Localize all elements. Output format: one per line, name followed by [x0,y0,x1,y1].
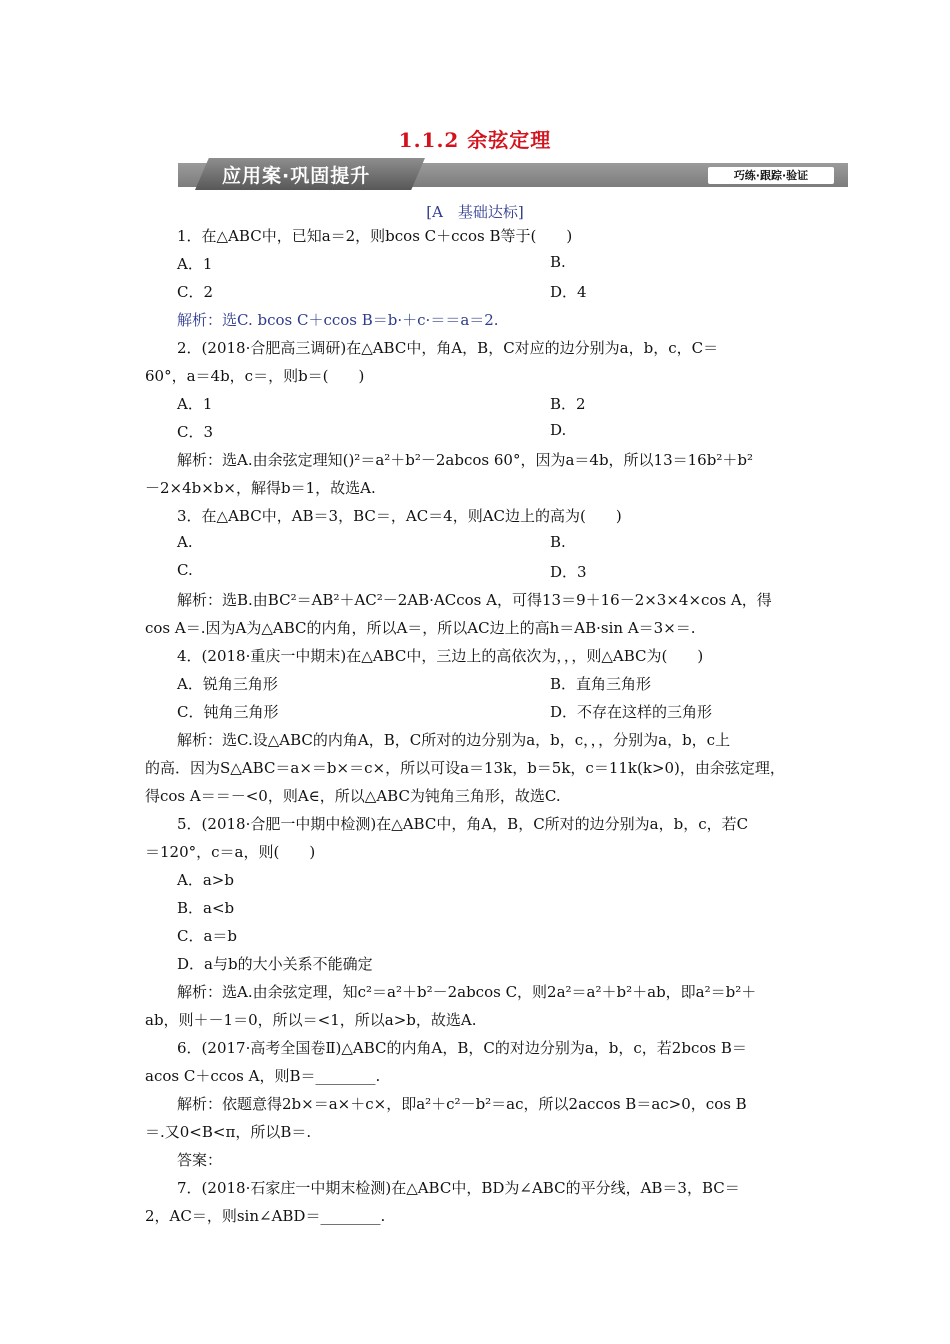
q4-solution: 解析：选C.设△ABC的内角A，B，C所对的边分别为a，b，c，，，分别为a，b，c上 [177,731,731,749]
q4-solution-cont-2: 得cos A＝＝－<0，则A∈，所以△ABC为钝角三角形，故选C. [145,787,561,805]
q3-option-d: D．3 [550,563,587,581]
q5-solution-cont: ab，则＋－1＝0，所以＝<1，所以a>b，故选A. [145,1011,477,1029]
q2-option-a: A．1 [177,395,213,413]
question-6-stem: 6．(2017·高考全国卷Ⅱ)△ABC的内角A，B，C的对边分别为a，b，c，若2bcos B＝ [177,1039,747,1057]
q6-solution: 解析：依题意得2b×＝a×＋c×，即a²＋c²－b²＝ac，所以2accos B＝ac>0，cos B [177,1095,747,1113]
q1-option-b: B. [550,253,566,271]
q5-solution: 解析：选A.由余弦定理，知c²＝a²＋b²－2abcos C，则2a²＝a²＋b²＋ab，即a²＝b²＋ [177,983,757,1001]
q3-solution: 解析：选B.由BC²＝AB²＋AC²－2AB·ACcos A，可得13＝9＋16－2×3×4×cos A，得 [177,591,772,609]
q5-option-b: B．a<b [177,899,235,917]
q1-option-c: C．2 [177,283,214,301]
q2-solution: 解析：选A.由余弦定理知()²＝a²＋b²－2abcos 60°，因为a＝4b，所以13＝16b²＋b² [177,451,753,469]
q4-option-a: A．锐角三角形 [177,675,278,693]
q2-option-b: B．2 [550,395,586,413]
document-title: 1.1.2 余弦定理 [398,128,552,152]
question-7-stem: 7．(2018·石家庄一中期末检测)在△ABC中，BD为∠ABC的平分线，AB＝3，BC＝ [177,1179,740,1197]
q5-option-c: C．a＝b [177,927,238,945]
section-heading: [A 基础达标] [426,203,524,221]
q6-answer: 答案： [177,1151,223,1169]
q3-option-b: B. [550,533,566,551]
q2-option-d: D. [550,421,567,439]
q4-option-d: D．不存在这样的三角形 [550,703,713,721]
q3-solution-cont: cos A＝.因为A为△ABC的内角，所以A＝，所以AC边上的高h＝AB·sin A＝3×＝. [145,619,696,637]
q1-option-a: A．1 [177,255,213,273]
q4-option-c: C．钝角三角形 [177,703,279,721]
q1-option-d: D．4 [550,283,587,301]
question-4-stem: 4．(2018·重庆一中期末)在△ABC中，三边上的高依次为，，，则△ABC为( ) [177,647,704,665]
q4-solution-cont-1: 的高．因为S△ABC＝a×＝b×＝c×，所以可设a＝13k，b＝5k，c＝11k(k>0)，由余弦定理， [145,759,785,777]
question-3-stem: 3．在△ABC中，AB＝3，BC＝，AC＝4，则AC边上的高为( ) [177,507,622,525]
question-2-stem-cont: 60°，a＝4b，c＝，则b＝( ) [145,367,365,385]
q2-option-c: C．3 [177,423,214,441]
banner-right-label: 巧练·跟踪·验证 [708,167,834,184]
question-1-stem: 1．在△ABC中，已知a＝2，则bcos C＋ccos B等于( ) [177,227,573,245]
q6-solution-cont: ＝.又0<B<π，所以B＝. [145,1123,312,1141]
q1-solution: 解析：选C. bcos C＋ccos B＝b·＋c·＝＝a＝2. [177,311,499,329]
question-6-stem-cont: acos C＋ccos A，则B＝________. [145,1067,381,1085]
question-7-stem-cont: 2，AC＝，则sin∠ABD＝________. [145,1207,386,1225]
q5-option-a: A．a>b [177,871,234,889]
question-2-stem: 2．(2018·合肥高三调研)在△ABC中，角A，B，C对应的边分别为a，b，c，C＝ [177,339,719,357]
q2-solution-cont: －2×4b×b×，解得b＝1，故选A. [145,479,376,497]
q5-option-d: D．a与b的大小关系不能确定 [177,955,373,973]
q4-option-b: B．直角三角形 [550,675,652,693]
banner-left-label: 应用案·巩固提升 [222,165,371,187]
question-5-stem-cont: ＝120°，c＝a，则( ) [145,843,316,861]
q3-option-c: C. [177,561,193,579]
question-5-stem: 5．(2018·合肥一中期中检测)在△ABC中，角A，B，C所对的边分别为a，b，c，若C [177,815,749,833]
q3-option-a: A. [177,533,193,551]
